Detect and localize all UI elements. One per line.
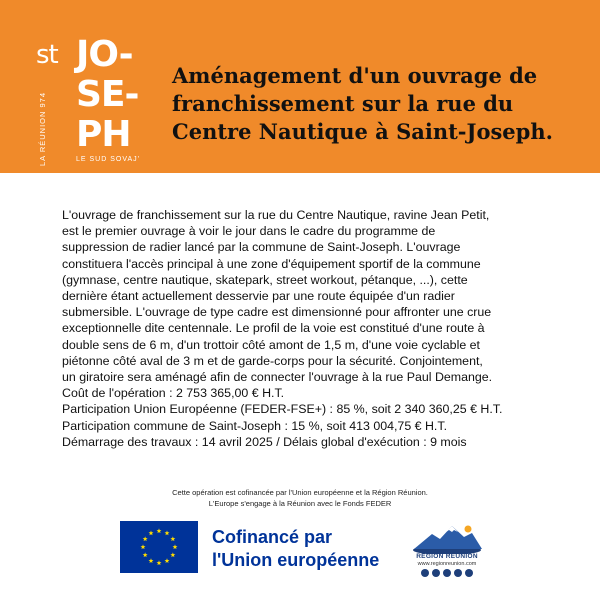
youtube-icon [454,569,462,577]
description-line: suppression de radier lancé par la commune de Saint-Joseph. L'ouvrage [62,240,461,255]
description-line: est le premier ouvrage à voir le jour dans le cadre du programme de [62,224,436,239]
eu-star [157,560,162,565]
eu-label-line: l'Union européenne [212,550,380,570]
eu-label-line: Cofinancé par [212,527,333,547]
eu-flag-icon [120,521,198,573]
eu-participation-line: Participation Union Européenne (FEDER-FSE+) : 85 %, soit 2 340 360,25 € H.T. [62,402,503,417]
eu-star [149,558,154,563]
instagram-icon [443,569,451,577]
cost-line: Coût de l'opération : 2 753 365,00 € H.T. [62,386,285,401]
eu-stars [120,521,198,573]
eu-star [143,552,148,557]
saint-joseph-logo [36,30,146,170]
eu-star [170,536,175,541]
eu-star [143,536,148,541]
logo-bottom-tag: LE SUD SOVAJ' [76,156,140,163]
eu-star [173,544,178,549]
description-line: exceptionnelle dite centennale. Le profil de la voie est constitué d'une route à [62,321,485,336]
description-line: constituera l'accès principal à une zone d'équipement sportif de la commune [62,256,481,271]
title-line: Centre Nautique à Saint-Joseph. [172,119,553,144]
description-line: submersible. L'ouvrage de type cadre est dimensionné pour affronter une crue [62,305,492,320]
description-line: dernière étant actuellement desservie par une route équipée d'un radier [62,289,455,304]
description-line: un giratoire sera aménagé afin de connecter l'ouvrage à la rue Paul Demange. [62,370,493,385]
logo-side-tag [36,86,48,166]
logo-row-3: PH [76,114,131,155]
eu-star [157,528,162,533]
facebook-icon [421,569,429,577]
title-line: Aménagement d'un ouvrage de [172,63,538,88]
eu-star [170,552,175,557]
project-description [62,207,554,450]
page-title [172,62,592,146]
description-line: L'ouvrage de franchissement sur la rue du Centre Nautique, ravine Jean Petit, [62,208,490,222]
region-mountain-icon [402,520,492,554]
cofunding-note [0,487,600,509]
eu-cofunding-label [212,526,379,572]
region-url: www.regionreunion.com [417,561,477,567]
social-icons [412,569,482,579]
logo-row-1: JO- [76,34,133,75]
schedule-line: Démarrage des travaux : 14 avril 2025 / Délais global d'exécution : 9 mois [62,434,467,449]
logo-st: st [36,40,58,70]
eu-star [165,531,170,536]
note-line: Cette opération est cofinancée par l'Union européenne et la Région Réunion. [172,488,428,497]
eu-star [165,558,170,563]
note-line: L'Europe s'engage à la Réunion avec le Fonds FEDER [208,499,392,508]
title-line: franchissement sur la rue du [172,91,514,116]
region-reunion-logo [402,520,492,580]
logo-side-tag-text: LA RÉUNION 974 [38,91,47,166]
eu-star [141,544,146,549]
linkedin-icon [465,569,473,577]
eu-star [149,531,154,536]
region-name: RÉGION RÉUNION [416,553,478,560]
twitter-icon [432,569,440,577]
commune-participation-line: Participation commune de Saint-Joseph : 15 %, soit 413 004,75 € H.T. [62,418,448,433]
description-line: double sens de 6 m, d'un trottoir côté amont de 1,5 m, d'une voie cyclable et [62,337,480,352]
description-line: piétonne côté aval de 3 m et de garde-corps pour la sécurité. Conjointement, [62,353,483,368]
description-line: (gymnase, centre nautique, skatepark, street workout, pétanque, ...), cette [62,272,468,287]
logo-row-2: SE- [76,74,139,115]
